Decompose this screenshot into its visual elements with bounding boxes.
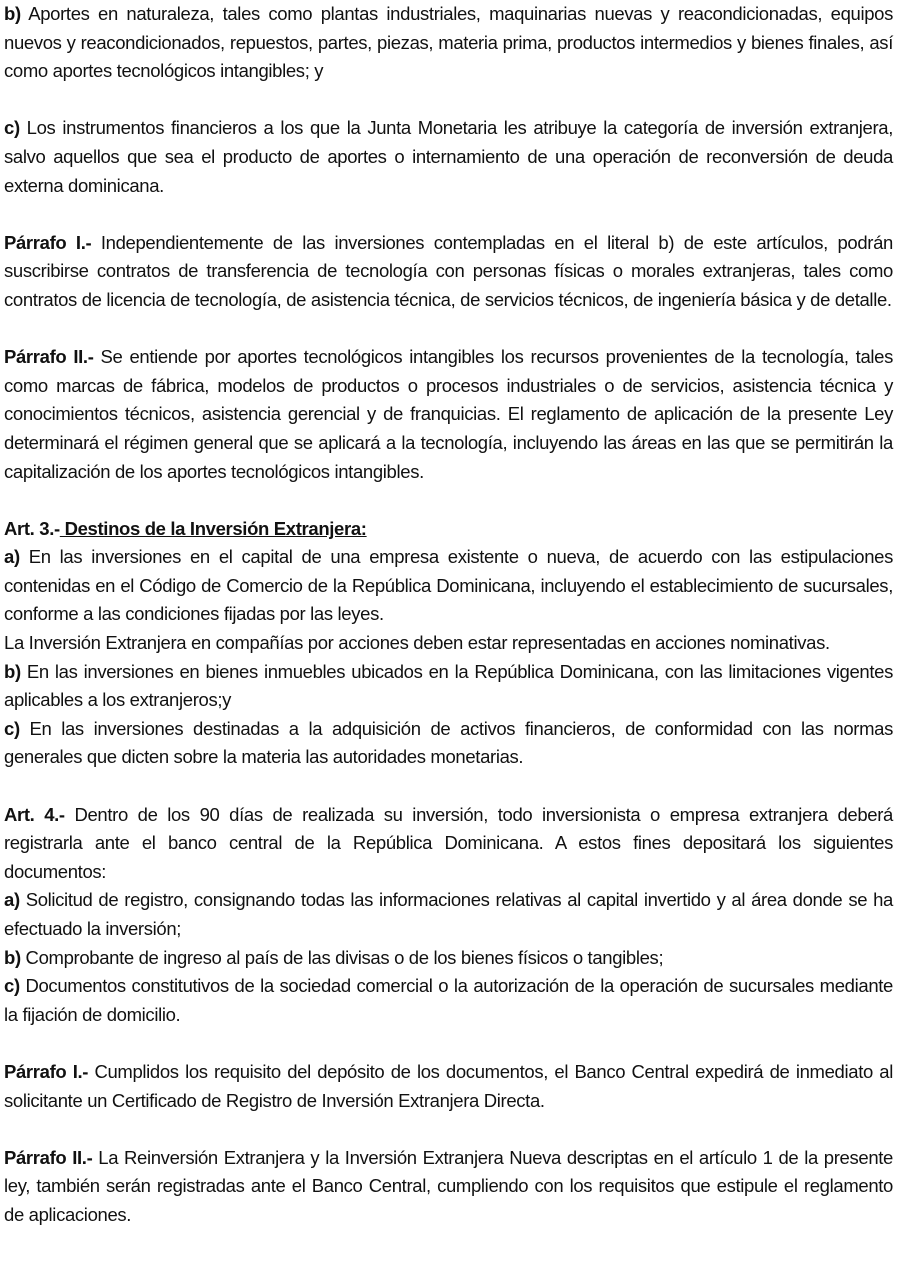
item-text: Comprobante de ingreso al país de las divisas o de los bienes físicos o tangibles; (20, 946, 664, 968)
parrafo-i-art4 (4, 1058, 893, 1115)
item-label: b) (4, 3, 21, 24)
item-text: Documentos constitutivos de la sociedad comercial o la autorización de la operación de sucursales mediante la fijación de domicilio. (4, 975, 893, 1025)
article-number: Art. 3.- (4, 517, 60, 539)
article-number: Art. 4.- (4, 803, 65, 825)
paragraph-label: Párrafo I.- (4, 231, 92, 253)
item-label: c) (4, 975, 20, 997)
item-label: a) (4, 546, 20, 568)
art4-body (4, 801, 893, 887)
item-label: a) (4, 889, 20, 911)
item-text: Aportes en naturaleza, tales como plantas industriales, maquinarias nuevas y reacondicionadas, equipos nuevos y reacondicionados, repuestos, partes, piezas, materia prima, productos intermedios y bienes finales, así como aportes tecnológicos intangibles; y (4, 3, 893, 82)
paragraph-label: Párrafo I.- (4, 1060, 89, 1082)
item-text: En las inversiones destinadas a la adquisición de activos financieros, de conformidad con las normas generales que dicten sobre la materia las autoridades monetarias. (4, 717, 893, 768)
art3-item-b (4, 658, 893, 715)
art3-heading (4, 515, 893, 544)
paragraph-text: Independientemente de las inversiones contempladas en el literal b) de este artículos, podrán suscribirse contratos de transferencia de tecnología con personas físicas o morales extranjeras, tales como contratos de licencia de tecnología, de asistencia técnica, de servicios técnicos, de ingeniería básica y de detalle. (4, 231, 893, 310)
paragraph-text: Cumplidos los requisito del depósito de los documentos, el Banco Central expedirá de inmediato al solicitante un Certificado de Registro de Inversión Extranjera Directa. (4, 1060, 893, 1111)
article-text: Dentro de los 90 días de realizada su inversión, todo inversionista o empresa extranjera deberá registrarla ante el banco central de la República Dominicana. A estos fines depositará los siguientes documentos: (4, 803, 893, 882)
item-c-instrumentos (4, 114, 893, 200)
paragraph-label: Párrafo II.- (4, 1146, 93, 1168)
item-text: Los instrumentos financieros a los que la Junta Monetaria les atribuye la categoría de inversión extranjera, salvo aquellos que sea el producto de aportes o internamiento de una operación de reconversión de deuda externa dominicana. (4, 117, 893, 196)
item-label: b) (4, 660, 21, 682)
item-label: b) (4, 946, 21, 968)
spacer (4, 315, 893, 344)
paragraph-text: La Reinversión Extranjera y la Inversión Extranjera Nueva descriptas en el artículo 1 de la presente ley, también serán registradas ante el Banco Central, cumpliendo con los requisitos que estipule el reglamento de aplicaciones. (4, 1146, 893, 1225)
paragraph-text: Se entiende por aportes tecnológicos intangibles los recursos provenientes de la tecnología, tales como marcas de fábrica, modelos de productos o procesos industriales o de servicios, asistencia técnica y conocimientos técnicos, asistencia gerencial y de franquicias. El reglamento de aplicación de la presente Ley determinará el régimen general que se aplicará a la tecnología, incluyendo las áreas en las que se permitirán la capitalización de los aportes tecnológicos intangibles. (4, 346, 893, 482)
item-text: En las inversiones en el capital de una empresa existente o nueva, de acuerdo con las estipulaciones contenidas en el Código de Comercio de la República Dominicana, incluyendo el establecimiento de sucursales, conforme a las condiciones fijadas por las leyes. (4, 546, 893, 625)
item-text: En las inversiones en bienes inmuebles ubicados en la República Dominicana, con las limitaciones vigentes aplicables a los extranjeros;y (4, 660, 893, 711)
item-label: c) (4, 117, 20, 139)
spacer (4, 1029, 893, 1058)
spacer (4, 772, 893, 801)
paragraph-label: Párrafo II.- (4, 346, 94, 368)
article-title: Destinos de la Inversión Extranjera: (59, 517, 367, 539)
item-text: Solicitud de registro, consignando todas las informaciones relativas al capital invertido y al área donde se ha efectuado la inversión; (4, 889, 893, 939)
art3-note: La Inversión Extranjera en compañías por acciones deben estar representadas en acciones nominativas. (4, 632, 830, 654)
item-label: c) (4, 717, 20, 739)
art4-item-a (4, 886, 893, 943)
spacer (4, 1115, 893, 1144)
parrafo-ii-art4 (4, 1144, 893, 1230)
spacer (4, 86, 893, 115)
art3-item-a (4, 543, 893, 629)
art3-item-c (4, 715, 893, 772)
spacer (4, 486, 893, 515)
art4-item-b (4, 944, 893, 973)
item-b-aportes (4, 0, 893, 86)
art4-item-c (4, 972, 893, 1029)
spacer (4, 200, 893, 229)
parrafo-ii-art2 (4, 343, 893, 486)
parrafo-i-art2 (4, 229, 893, 315)
